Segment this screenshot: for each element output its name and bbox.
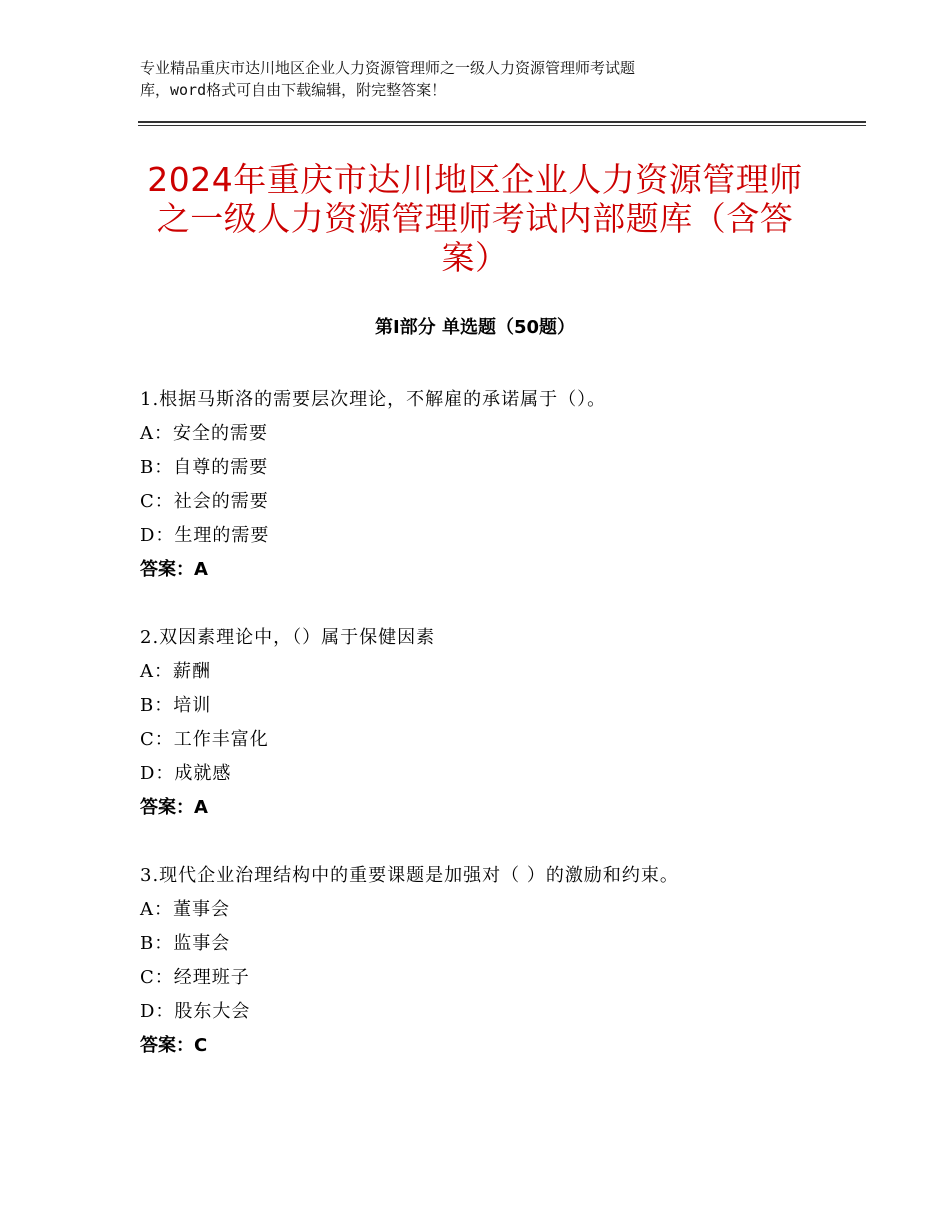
header-note: [140, 57, 780, 101]
option-d: D：股东大会: [140, 1001, 251, 1022]
document-title-line-3: 案）: [441, 238, 509, 277]
header-divider-thick: [138, 121, 866, 123]
header-note-line-2: 库，word格式可自由下载编辑，附完整答案！: [140, 81, 447, 99]
option-b: B：自尊的需要: [140, 457, 269, 478]
section-title: 第Ⅰ部分 单选题（50题）: [374, 317, 575, 338]
option-b: B：培训: [140, 695, 212, 716]
question-list: [140, 383, 840, 1097]
question-stem: 3.现代企业治理结构中的重要课题是加强对（ ）的激励和约束。: [140, 865, 679, 886]
option-b: B：监事会: [140, 933, 231, 954]
header-divider-thin: [138, 125, 866, 126]
question-stem: 1.根据马斯洛的需要层次理论，不解雇的承诺属于（）。: [140, 389, 607, 410]
option-a: A：安全的需要: [140, 423, 268, 444]
document-title-line-2: 之一级人力资源管理师考试内部题库（含答: [156, 199, 794, 238]
option-c: C：工作丰富化: [140, 729, 269, 750]
question-2: [140, 621, 840, 825]
question-3: [140, 859, 840, 1063]
document-title: [140, 160, 810, 277]
question-stem: 2.双因素理论中，（）属于保健因素: [140, 627, 436, 648]
question-1: [140, 383, 840, 587]
answer: 答案：A: [140, 559, 208, 580]
option-a: A：董事会: [140, 899, 230, 920]
option-d: D：成就感: [140, 763, 232, 784]
option-c: C：社会的需要: [140, 491, 269, 512]
answer: 答案：A: [140, 797, 208, 818]
header-note-line-1: 专业精品重庆市达川地区企业人力资源管理师之一级人力资源管理师考试题: [140, 59, 636, 77]
option-d: D：生理的需要: [140, 525, 270, 546]
option-a: A：薪酬: [140, 661, 211, 682]
option-c: C：经理班子: [140, 967, 250, 988]
document-title-line-1: 2024年重庆市达川地区企业人力资源管理师: [147, 160, 803, 199]
answer: 答案：C: [140, 1035, 208, 1056]
